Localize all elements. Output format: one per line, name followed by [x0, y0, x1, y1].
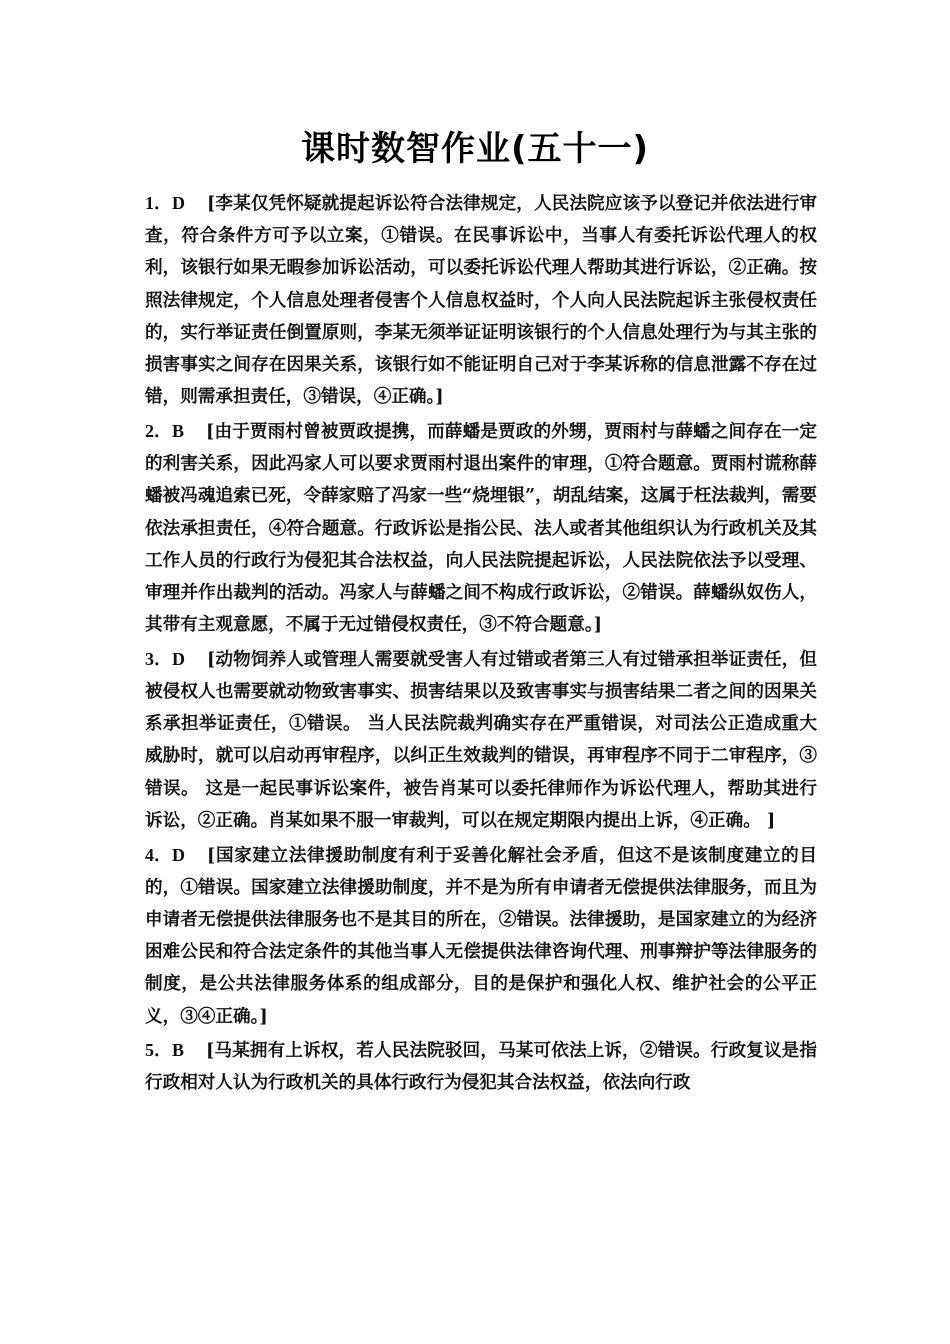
answer-explanation: [李某仅凭怀疑就提起诉讼符合法律规定，人民法院应该予以登记并依法进行审查，符合条件方可予以立案，①错误。在民事诉讼中，当事人有委托诉讼代理人的权利，该银行如果无暇参加诉讼活动，可以委托诉讼代理人帮助其进行诉讼，②正确。按照法律规定，个人信息处理者侵害个人信息权益时，个人向人民法院起诉主张侵权责任的，实行举证责任倒置原则，李某无须举证证明该银行的个人信息处理行为与其主张的损害事实之间存在因果关系，该银行如不能证明自己对于李某诉称的信息泄露不存在过错，则需承担责任，③错误，④正确。]: [145, 193, 817, 408]
answer-item-1: [145, 187, 817, 413]
answer-number: 4．D: [145, 844, 185, 865]
answer-item-3: [145, 643, 817, 837]
answer-list: [145, 187, 817, 1101]
answer-explanation: [动物饲养人或管理人需要就受害人有过错或者第三人有过错承担举证责任，但被侵权人也需要就动物致害事实、损害结果以及致害事实与损害结果二者之间的因果关系承担举证责任，①错误。 当人民法院裁判确实存在严重错误，对司法公正造成重大威胁时，就可以启动再审程序，以纠正生效裁判的错误，再审程序不同于二审程序，③错误。 这是一起民事诉讼案件，被告肖某可以委托律师作为诉讼代理人，帮助其进行诉讼，②正确。肖某如果不服一审裁判，可以在规定期限内提出上诉，④正确。 ]: [145, 648, 817, 831]
answer-number: 2．B: [145, 420, 185, 441]
answer-number: 3．D: [145, 648, 185, 669]
answer-explanation: [马某拥有上诉权，若人民法院驳回，马某可依法上诉，②错误。行政复议是指行政相对人认为行政机关的具体行政行为侵犯其合法权益，依法向行政: [145, 1040, 817, 1094]
answer-item-2: [145, 415, 817, 641]
page-title: 课时数智作业(五十一): [300, 129, 650, 169]
answer-explanation: [国家建立法律援助制度有利于妥善化解社会矛盾，但这不是该制度建立的目的，①错误。国家建立法律援助制度，并不是为所有申请者无偿提供法律服务，而且为申请者无偿提供法律服务也不是其目的所在，②错误。法律援助，是国家建立的为经济困难公民和符合法定条件的其他当事人无偿提供法律咨询代理、刑事辩护等法律服务的制度，是公共法律服务体系的组成部分，目的是保护和强化人权、维护社会的公平正义，③④正确。]: [145, 844, 817, 1027]
answer-item-5: [145, 1034, 817, 1099]
answer-explanation: [由于贾雨村曾被贾政提携，而薛蟠是贾政的外甥，贾雨村与薛蟠之间存在一定的利害关系，因此冯家人可以要求贾雨村退出案件的审理，①符合题意。贾雨村谎称薛蟠被冯魂追索已死，令薛家赔了冯家一些“烧埋银”，胡乱结案，这属于枉法裁判，需要依法承担责任，④符合题意。行政诉讼是指公民、法人或者其他组织认为行政机关及其工作人员的行政行为侵犯其合法权益，向人民法院提起诉讼，人民法院依法予以受理、审理并作出裁判的活动。冯家人与薛蟠之间不构成行政诉讼，②错误。薛蟠纵奴伤人，其带有主观意愿，不属于无过错侵权责任，③不符合题意。]: [145, 420, 817, 636]
answer-number: 5．B: [145, 1040, 185, 1061]
answer-number: 1．D: [145, 193, 185, 213]
answer-item-4: [145, 839, 817, 1033]
